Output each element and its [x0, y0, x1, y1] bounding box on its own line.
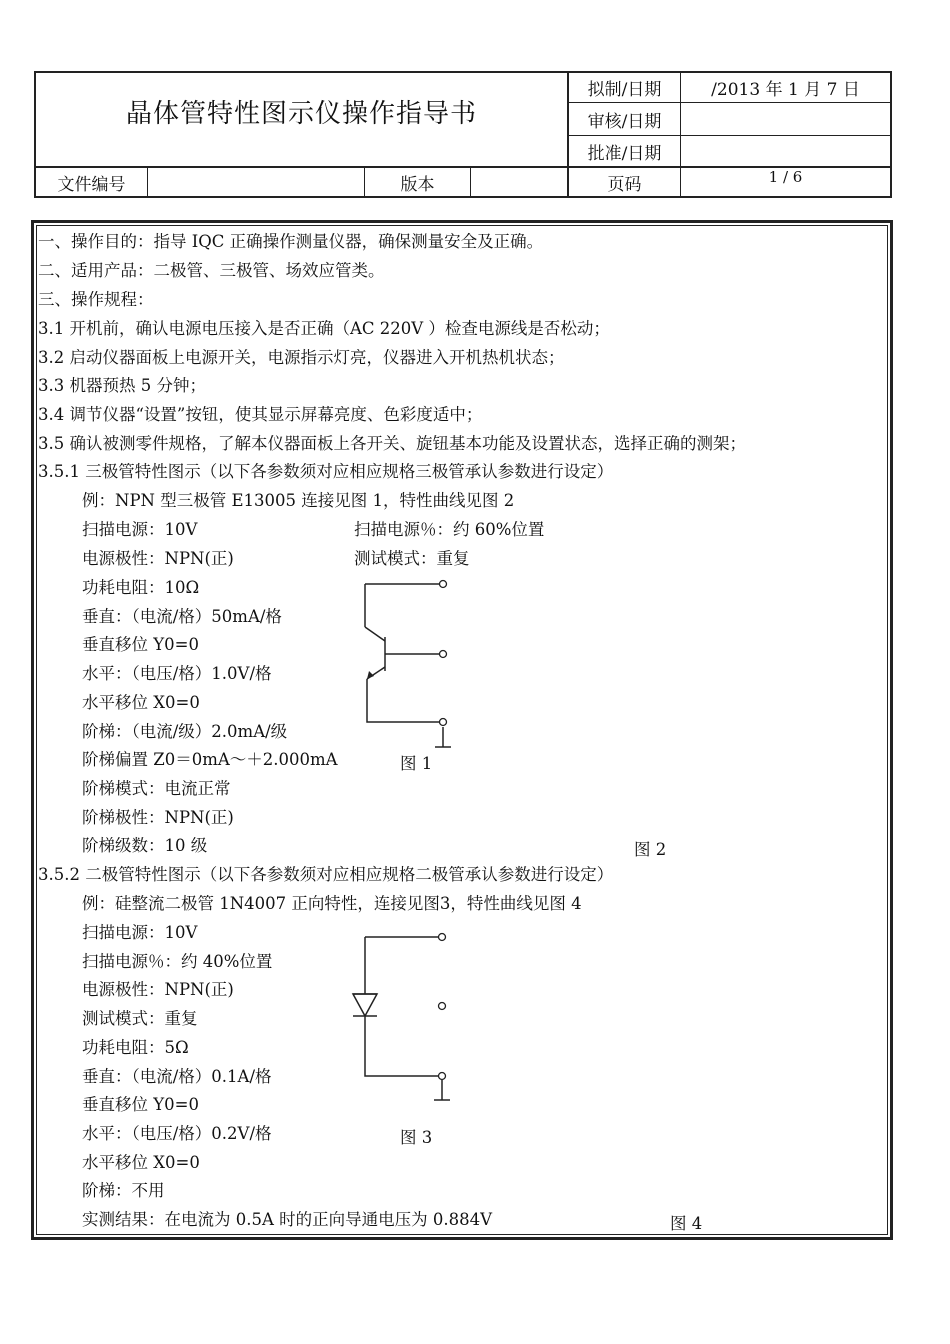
- procedure-heading: 三、操作规程：: [38, 290, 154, 309]
- diode-circuit-diagram: [345, 928, 465, 1108]
- vertical-scale: 垂直：（电流/格）50mA/格: [82, 607, 282, 626]
- diode-test-mode: 测试模式：重复: [82, 1009, 198, 1028]
- drafted-label: 拟制/日期: [587, 80, 662, 100]
- drafted-value: /2013 年 1 月 7 日: [711, 80, 860, 100]
- horizontal-offset: 水平移位 X0=0: [82, 693, 200, 712]
- diode-horizontal-scale: 水平：（电压/格）0.2V/格: [82, 1124, 272, 1143]
- purpose-line: 一、操作目的：指导 IQC 正确操作测量仪器，确保测量安全及正确。: [38, 232, 544, 251]
- figure-1-caption: 图 1: [400, 754, 433, 773]
- step-3-3: 3.3 机器预热 5 分钟；: [38, 376, 206, 395]
- figure-4-caption: 图 4: [670, 1214, 703, 1233]
- diode-vertical-scale: 垂直：（电流/格）0.1A/格: [82, 1067, 272, 1086]
- page-title: 晶体管特性图示仪操作指导书: [125, 98, 477, 129]
- transistor-circuit-diagram: [355, 575, 465, 755]
- sweep-percent: 扫描电源％：约 60%位置: [354, 520, 545, 539]
- sweep-voltage: 扫描电源：10V: [82, 520, 198, 539]
- figure-2-caption: 图 2: [634, 840, 667, 859]
- step-3-5-2: 3.5.2 二极管特性图示（以下各参数须对应相应规格二极管承认参数进行设定）: [38, 865, 614, 884]
- reviewed-label: 审核/日期: [587, 111, 662, 132]
- doc-no-value: [148, 168, 364, 196]
- test-mode: 测试模式：重复: [354, 549, 470, 568]
- step-3-5-1: 3.5.1 三极管特性图示（以下各参数须对应相应规格三极管承认参数进行设定）: [38, 462, 614, 481]
- diode-sweep-percent: 扫描电源％：约 40%位置: [82, 952, 273, 971]
- diode-vertical-offset: 垂直移位 Y0=0: [82, 1095, 199, 1114]
- scope-line: 二、适用产品：二极管、三极管、场效应管类。: [38, 261, 385, 280]
- page-label: 页码: [607, 174, 642, 195]
- version-label: 版本: [400, 174, 435, 195]
- step-count: 阶梯级数：10 级: [82, 836, 208, 855]
- dissipation-resistor: 功耗电阻：10Ω: [82, 578, 200, 597]
- step-3-2: 3.2 启动仪器面板上电源开关，电源指示灯亮，仪器进入开机热机状态；: [38, 348, 565, 367]
- doc-no-label: 文件编号: [57, 174, 126, 195]
- step-3-4: 3.4 调节仪器“设置”按钮，使其显示屏幕亮度、色彩度适中；: [38, 405, 483, 424]
- page-value: 1 / 6: [768, 168, 803, 186]
- diode-step: 阶梯：不用: [82, 1181, 165, 1200]
- step-3-1: 3.1 开机前，确认电源电压接入是否正确（AC 220V ）检查电源线是否松动；: [38, 319, 610, 338]
- version-value: [471, 168, 567, 196]
- vertical-offset: 垂直移位 Y0=0: [82, 635, 199, 654]
- approved-label: 批准/日期: [587, 143, 662, 164]
- diode-sweep-voltage: 扫描电源：10V: [82, 923, 198, 942]
- step-polarity: 阶梯极性：NPN(正): [82, 808, 234, 827]
- approved-value: [681, 136, 890, 166]
- diode-measured-result: 实测结果：在电流为 0.5A 时的正向导通电压为 0.884V: [82, 1210, 493, 1229]
- step-current: 阶梯：（电流/级）2.0mA/级: [82, 722, 288, 741]
- diode-dissipation-resistor: 功耗电阻：5Ω: [82, 1038, 189, 1057]
- reviewed-value: [681, 103, 890, 135]
- horizontal-scale: 水平：（电压/格）1.0V/格: [82, 664, 272, 683]
- diode-horizontal-offset: 水平移位 X0=0: [82, 1153, 200, 1172]
- step-3-5: 3.5 确认被测零件规格，了解本仪器面板上各开关、旋钮基本功能及设置状态，选择正确的测架；: [38, 434, 746, 453]
- step-bias: 阶梯偏置 Z0＝0mA～＋2.000mA: [82, 750, 338, 769]
- power-polarity: 电源极性：NPN(正): [82, 549, 234, 568]
- header-table: [34, 71, 892, 198]
- figure-3-caption: 图 3: [400, 1128, 433, 1147]
- diode-example: 例：硅整流二极管 1N4007 正向特性，连接见图3，特性曲线见图 4: [82, 894, 582, 913]
- diode-power-polarity: 电源极性：NPN(正): [82, 980, 234, 999]
- transistor-example: 例：NPN 型三极管 E13005 连接见图 1，特性曲线见图 2: [82, 491, 515, 510]
- step-mode: 阶梯模式：电流正常: [82, 779, 231, 798]
